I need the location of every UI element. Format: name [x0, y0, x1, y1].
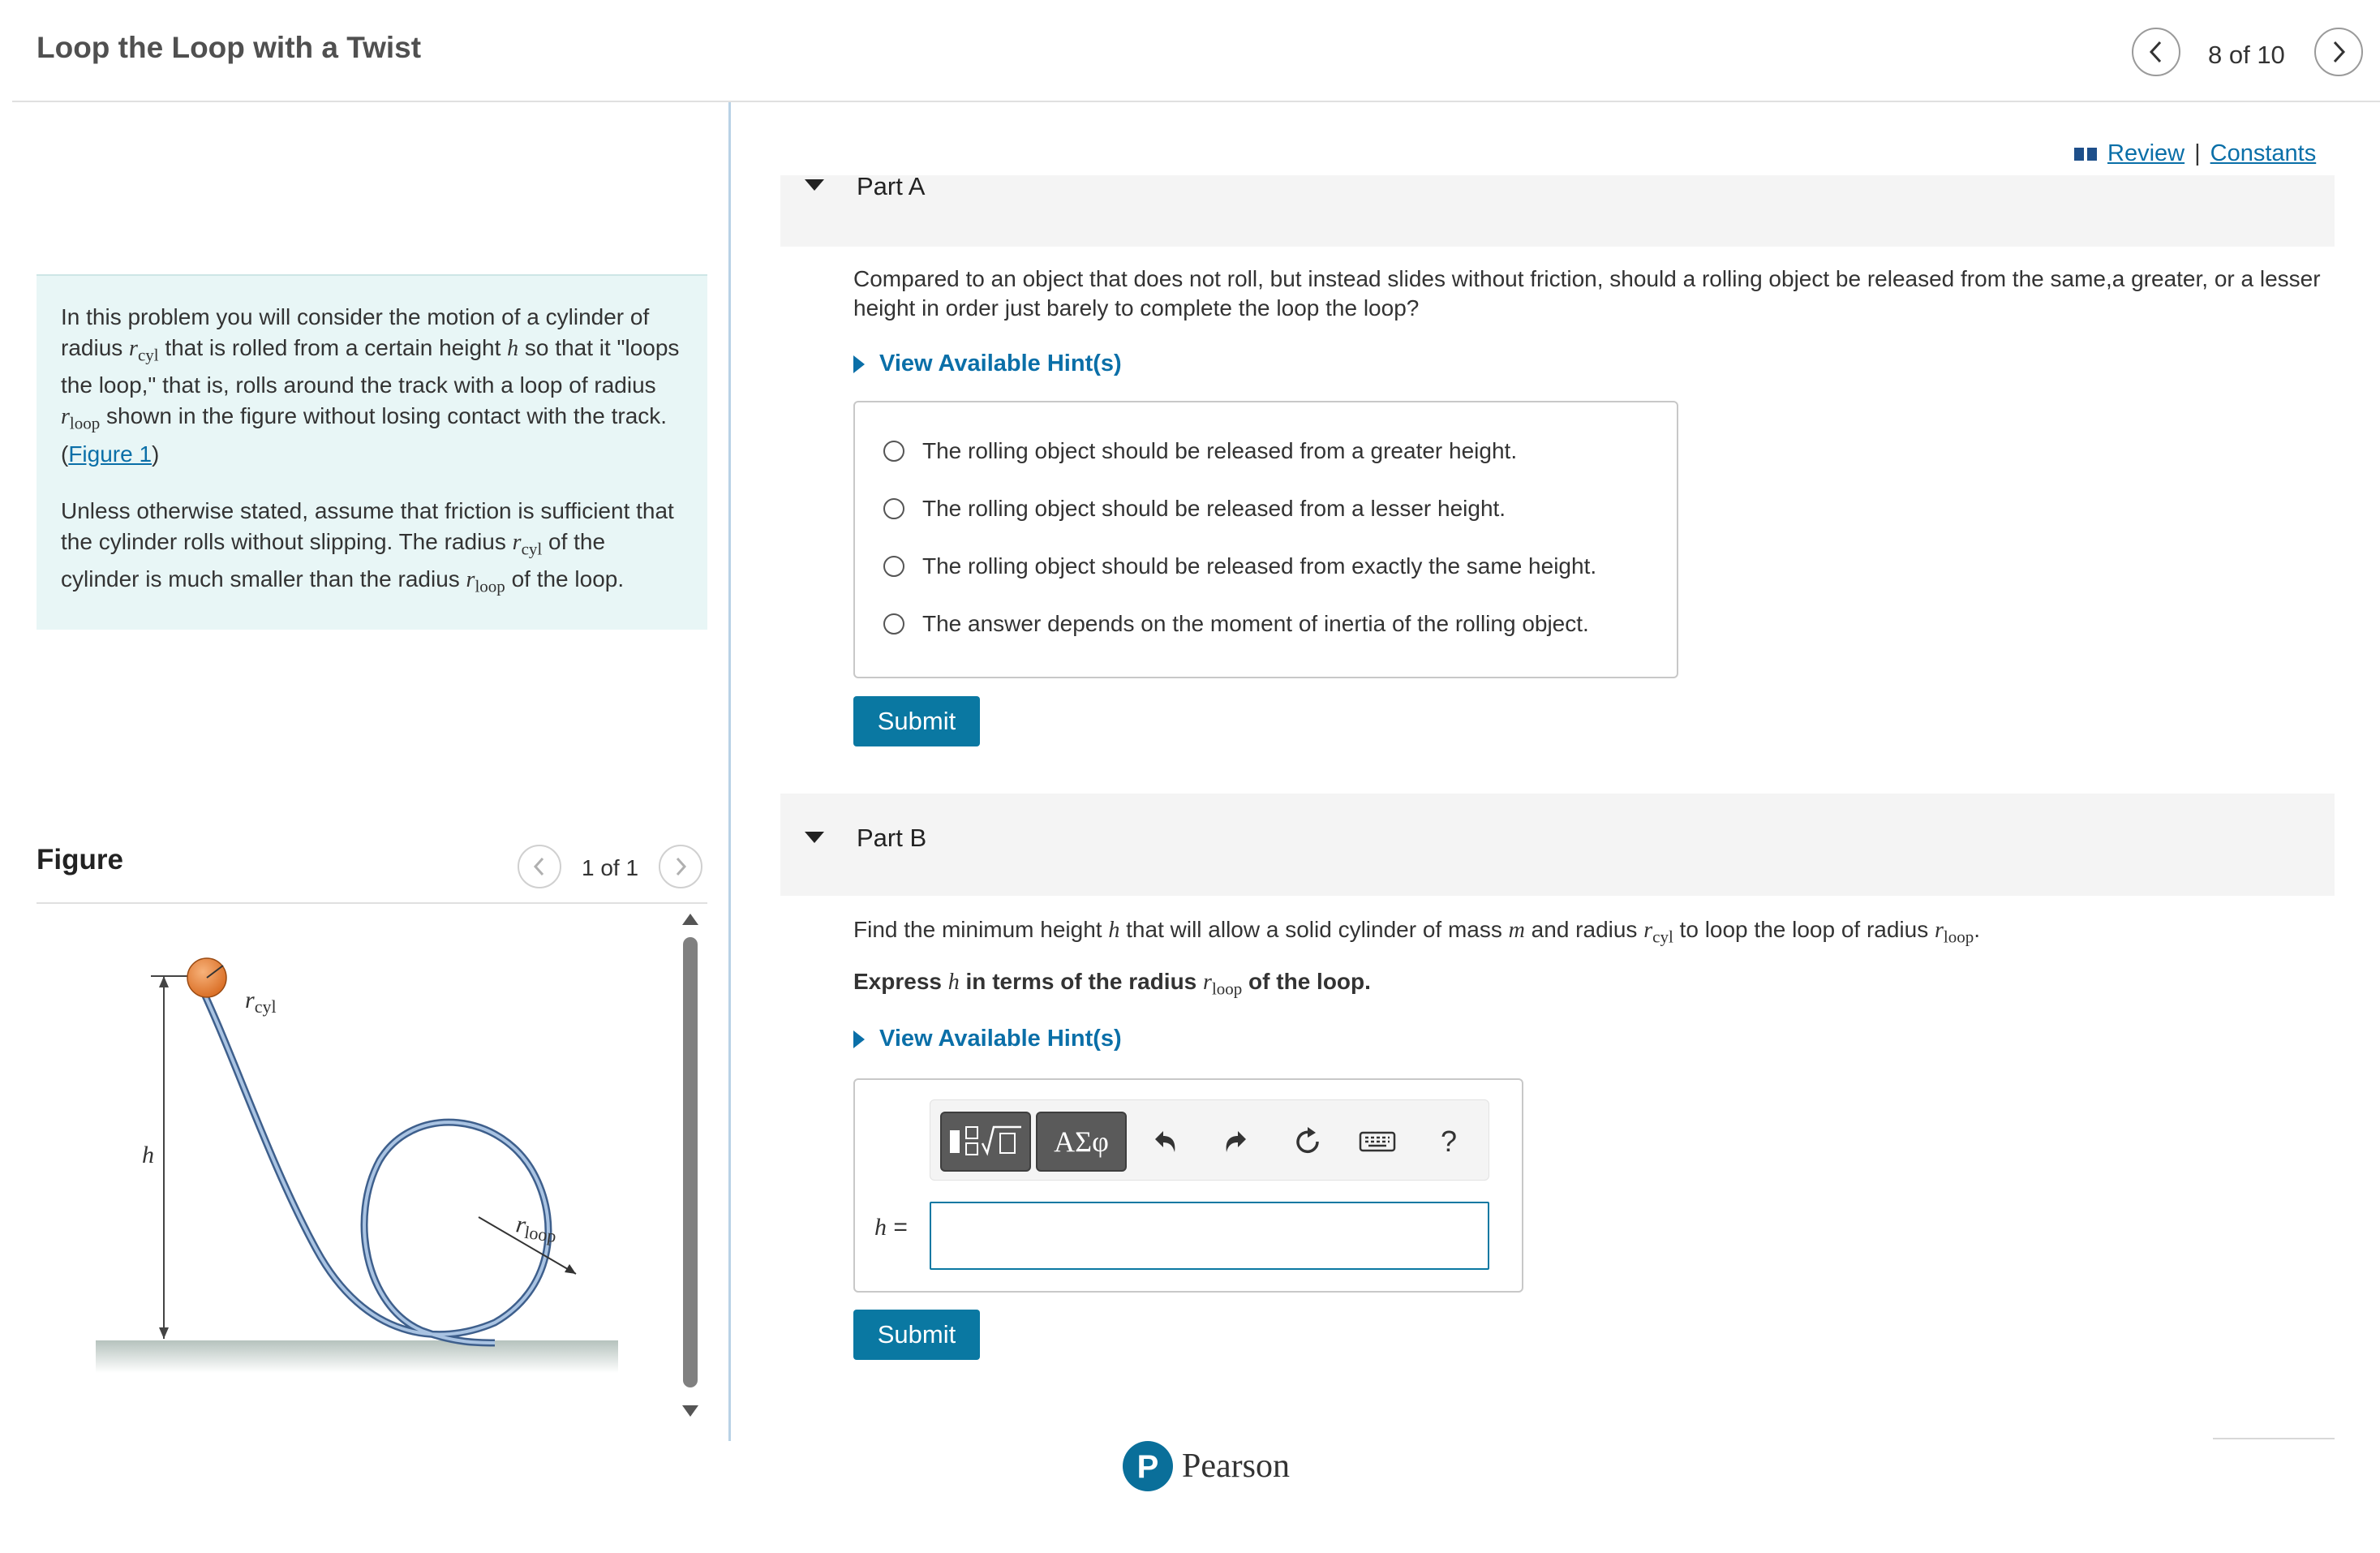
loop-the-loop-figure [73, 933, 641, 1379]
header-divider [12, 101, 2380, 102]
hint-label: View Available Hint(s) [879, 1026, 1122, 1052]
part-b-instruction: Express h in terms of the radius $r_{loop}$ of the loop. [853, 969, 1371, 999]
hint-label: View Available Hint(s) [879, 351, 1122, 376]
option-greater-height[interactable] [883, 438, 1517, 464]
svg-text:P: P [1136, 1449, 1159, 1485]
option-label: The rolling object should be released from a greater height. [922, 438, 1518, 463]
part-b-question: Find the minimum height h that will allow a solid cylinder of mass m and radius $r_{cyl}$ to loop the loop of radius $r_{loop}$. [853, 917, 1981, 947]
option-label: The rolling object should be released from exactly the same height. [922, 553, 1597, 579]
chevron-left-icon [532, 856, 547, 877]
part-b-submit-button[interactable]: Submit [853, 1310, 980, 1360]
scroll-down-icon[interactable] [680, 1402, 701, 1420]
part-b-header[interactable] [780, 794, 2335, 896]
answer-label: h = [874, 1214, 908, 1241]
review-link[interactable]: Review [2107, 140, 2185, 166]
h-label: h [142, 1142, 154, 1168]
answer-input[interactable] [930, 1202, 1489, 1270]
figure-1-link[interactable]: Figure 1 [68, 441, 153, 467]
chevron-right-icon [2330, 40, 2348, 64]
math-toolbar [930, 1099, 1489, 1181]
templates-icon [947, 1121, 1025, 1163]
rcyl-label: $r_{cyl}$ [245, 987, 277, 1017]
option-label: The rolling object should be released from a lesser height. [922, 496, 1506, 521]
option-depends-moment[interactable] [883, 611, 1589, 637]
rloop-label: $r_{loop}$ [514, 1211, 558, 1246]
constants-link[interactable]: Constants [2210, 140, 2317, 166]
chevron-left-icon [2147, 40, 2165, 64]
caret-right-icon [853, 1030, 865, 1048]
part-b-label: Part B [857, 824, 927, 852]
part-b-answer-area [853, 1078, 1523, 1293]
caret-right-icon [853, 355, 865, 373]
option-same-height[interactable] [883, 553, 1596, 579]
radio-button[interactable] [883, 441, 904, 462]
intro-paragraph-1: In this problem you will consider the motion of a cylinder of radius $r_{cyl}$ that is rolled from a certain height h so that it "loops the loop," that is, rolls around the track with a loop of radius $r_{loop}$ shown in the figure without losing contact with the track. (Figure 1) [61, 304, 680, 467]
link-separator: | [2194, 140, 2201, 166]
option-label: The answer depends on the moment of inertia of the rolling object. [922, 611, 1589, 636]
figure-title: Figure [37, 844, 123, 875]
figure-next-button[interactable] [659, 845, 702, 888]
undo-icon[interactable] [1143, 1120, 1187, 1164]
templates-button[interactable] [940, 1112, 1031, 1172]
radio-button[interactable] [883, 613, 904, 635]
figure-scrollbar-thumb[interactable] [683, 937, 698, 1387]
problem-counter: 8 of 10 [2208, 41, 2285, 69]
pearson-logo-icon [1122, 1440, 1174, 1492]
option-lesser-height[interactable] [883, 496, 1506, 522]
part-a-question: Compared to an object that does not roll, but instead slides without friction, should a rolling object be released from the same,a greater, or a lesser height in order just barely to complete the loop the loop? [853, 266, 2321, 320]
track-outline [195, 974, 548, 1343]
part-a-header[interactable] [780, 172, 2335, 247]
caret-down-icon [805, 832, 824, 843]
ground [96, 1340, 618, 1373]
part-a-hint-toggle[interactable] [853, 351, 1122, 377]
figure-divider [37, 902, 707, 904]
pearson-brand-name: Pearson [1182, 1448, 1290, 1485]
caret-down-icon [805, 179, 824, 191]
intro-text-box [37, 274, 707, 630]
part-a-label: Part A [857, 172, 926, 200]
part-a-submit-button[interactable]: Submit [853, 696, 980, 746]
book-icon [2073, 146, 2098, 162]
figure-prev-button[interactable] [518, 845, 561, 888]
review-constants-links [2073, 140, 2316, 167]
keyboard-icon[interactable] [1355, 1120, 1399, 1164]
figure-counter: 1 of 1 [582, 855, 639, 880]
next-problem-button[interactable] [2314, 28, 2363, 76]
intro-paragraph-2: Unless otherwise stated, assume that friction is sufficient that the cylinder rolls without slipping. The radius $r_{cyl}$ of the cylinder is much smaller than the radius $r_{loop}$ of the loop. [61, 497, 674, 596]
page-title: Loop the Loop with a Twist [37, 31, 422, 64]
loop-track [195, 974, 548, 1343]
greek-symbols-button[interactable]: ΑΣφ [1036, 1112, 1127, 1172]
part-a-options [853, 401, 1678, 678]
panel-divider [728, 102, 731, 1441]
prev-problem-button[interactable] [2132, 28, 2180, 76]
pearson-logo [1122, 1440, 1290, 1492]
redo-icon[interactable] [1214, 1120, 1258, 1164]
scroll-up-icon[interactable] [680, 910, 701, 928]
part-b-hint-toggle[interactable] [853, 1026, 1122, 1052]
help-button[interactable]: ? [1440, 1125, 1458, 1158]
radio-button[interactable] [883, 498, 904, 519]
footer-divider [2213, 1438, 2335, 1439]
radio-button[interactable] [883, 556, 904, 577]
reset-icon[interactable] [1286, 1120, 1330, 1164]
chevron-right-icon [673, 856, 688, 877]
